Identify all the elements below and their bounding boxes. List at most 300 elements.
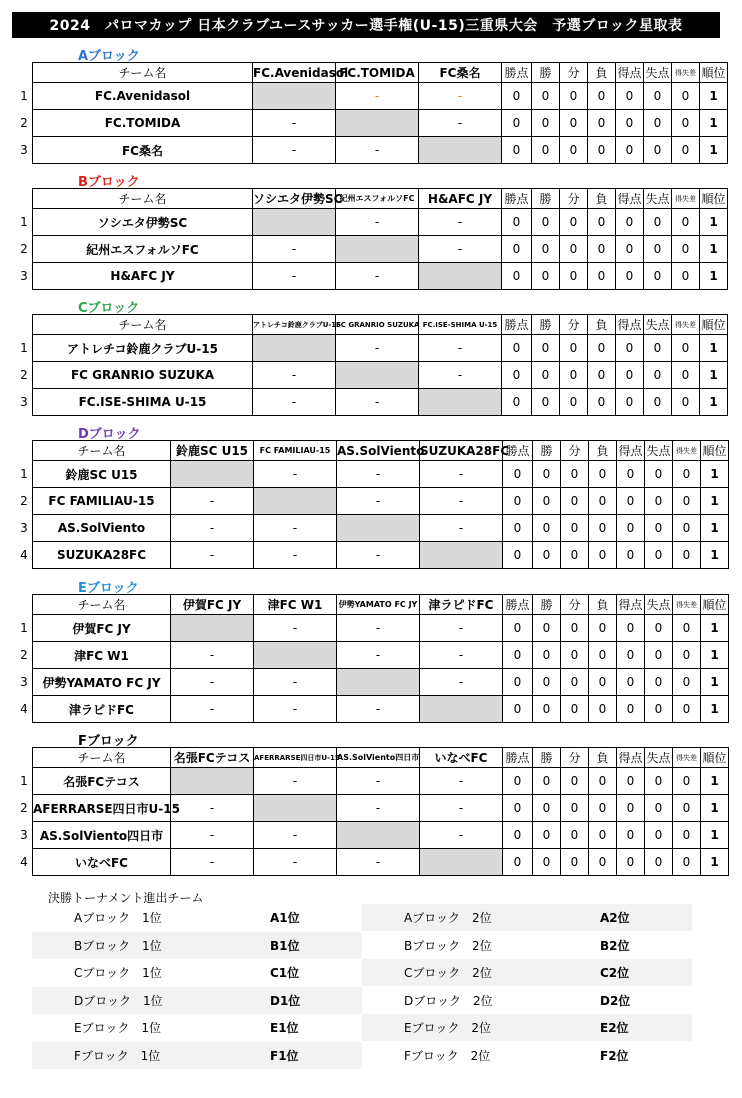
block-heading-f: Fブロック	[78, 734, 139, 749]
table-header-row	[33, 63, 728, 83]
rank-cell: 1	[701, 461, 729, 488]
match-result-cell: -	[254, 542, 337, 569]
self-match-cell	[420, 542, 503, 569]
table-row	[33, 83, 728, 110]
stat-cell: 0	[616, 335, 644, 362]
stat-cell: 0	[560, 389, 588, 416]
rank-cell: 1	[701, 615, 729, 642]
stat-cell: 0	[645, 515, 673, 542]
stat-cell: 0	[561, 542, 589, 569]
match-result-cell: -	[419, 362, 502, 389]
stat-header: 勝点	[502, 315, 532, 335]
match-result-cell: -	[419, 110, 502, 137]
stat-cell: 0	[589, 795, 617, 822]
rank-cell: 1	[700, 137, 728, 164]
stat-cell: 0	[502, 362, 532, 389]
finals-value: D2位	[600, 993, 631, 1008]
stat-cell: 0	[502, 110, 532, 137]
stat-cell: 0	[644, 209, 672, 236]
rank-cell: 1	[701, 542, 729, 569]
stat-cell: 0	[617, 768, 645, 795]
stat-cell: 0	[645, 849, 673, 876]
stat-cell: 0	[502, 389, 532, 416]
stat-cell: 0	[502, 335, 532, 362]
rank-cell: 1	[701, 822, 729, 849]
stat-cell: 0	[588, 209, 616, 236]
match-result-cell: -	[254, 669, 337, 696]
stat-header: 得点	[617, 595, 645, 615]
rank-cell: 1	[700, 362, 728, 389]
table-row	[33, 642, 729, 669]
match-result-cell: -	[420, 822, 503, 849]
team-name-header: チーム名	[33, 441, 171, 461]
finals-row	[32, 959, 692, 986]
opponent-header: AS.SolViento	[337, 441, 420, 461]
stat-header: 分	[561, 595, 589, 615]
stat-cell: 0	[503, 461, 533, 488]
rank-cell: 1	[701, 488, 729, 515]
match-result-cell: -	[337, 461, 420, 488]
finals-label: Aブロック 2位	[362, 904, 512, 931]
stat-cell: 0	[672, 335, 700, 362]
stat-header: 失点	[645, 595, 673, 615]
stat-cell: 0	[645, 542, 673, 569]
match-result-cell: -	[253, 110, 336, 137]
team-name-cell: AFERRARSE四日市U-15	[33, 795, 171, 822]
stat-cell: 0	[645, 795, 673, 822]
finals-value: A2位	[512, 904, 692, 931]
finals-value: B2位	[600, 938, 630, 953]
finals-row	[32, 1042, 692, 1069]
stat-header: 勝点	[502, 63, 532, 83]
stat-cell: 0	[533, 515, 561, 542]
stat-cell: 0	[617, 669, 645, 696]
opponent-header: AS.SolViento四日市	[337, 748, 420, 768]
self-match-cell	[254, 795, 337, 822]
block-table-a	[32, 62, 728, 164]
rank-cell: 1	[700, 83, 728, 110]
stat-cell: 0	[561, 795, 589, 822]
stat-cell: 0	[560, 83, 588, 110]
opponent-header: いなべFC	[420, 748, 503, 768]
stat-header: 勝点	[503, 441, 533, 461]
opponent-header: アトレチコ鈴鹿クラブU-15	[253, 315, 336, 335]
match-result-cell: -	[171, 822, 254, 849]
match-result-cell: -	[171, 542, 254, 569]
finals-label: Aブロック 1位	[74, 911, 162, 925]
stat-header: 得失差	[673, 595, 701, 615]
stat-cell: 0	[560, 209, 588, 236]
stat-cell: 0	[672, 362, 700, 389]
opponent-header: FC.ISE-SHIMA U-15	[419, 315, 502, 335]
stat-cell: 0	[588, 236, 616, 263]
row-number: 4	[20, 855, 28, 869]
team-name-cell: FC FAMILIAU-15	[33, 488, 171, 515]
stat-cell: 0	[532, 110, 560, 137]
stat-header: 勝	[533, 595, 561, 615]
row-number: 3	[20, 828, 28, 842]
opponent-header: FC桑名	[419, 63, 502, 83]
stat-cell: 0	[532, 209, 560, 236]
stat-cell: 0	[644, 110, 672, 137]
stat-header: 順位	[700, 189, 728, 209]
table-row	[33, 263, 728, 290]
stat-cell: 0	[533, 822, 561, 849]
stat-cell: 0	[589, 461, 617, 488]
self-match-cell	[337, 515, 420, 542]
stat-cell: 0	[502, 137, 532, 164]
stat-header: 勝点	[503, 748, 533, 768]
stat-cell: 0	[533, 488, 561, 515]
opponent-header: 鈴鹿SC U15	[171, 441, 254, 461]
stat-header: 順位	[700, 63, 728, 83]
self-match-cell	[337, 669, 420, 696]
stat-cell: 0	[533, 669, 561, 696]
stat-cell: 0	[561, 488, 589, 515]
stat-cell: 0	[644, 263, 672, 290]
opponent-header: ソシエタ伊勢SC	[253, 189, 336, 209]
team-name-header: チーム名	[33, 63, 253, 83]
table-row	[33, 515, 729, 542]
self-match-cell	[419, 263, 502, 290]
stat-cell: 0	[589, 768, 617, 795]
stat-header: 失点	[644, 189, 672, 209]
stat-cell: 0	[672, 209, 700, 236]
stat-cell: 0	[616, 137, 644, 164]
stat-header: 得点	[617, 748, 645, 768]
stat-header: 失点	[644, 315, 672, 335]
team-name-cell: FC.TOMIDA	[33, 110, 253, 137]
stat-header: 失点	[645, 441, 673, 461]
stat-cell: 0	[645, 768, 673, 795]
stat-cell: 0	[532, 335, 560, 362]
finals-label: Fブロック 2位	[404, 1048, 491, 1063]
stat-cell: 0	[503, 642, 533, 669]
stat-cell: 0	[588, 362, 616, 389]
match-result-cell: -	[254, 822, 337, 849]
opponent-header: FC GRANRIO SUZUKA	[336, 315, 419, 335]
table-row	[33, 461, 729, 488]
stat-header: 勝点	[502, 189, 532, 209]
stat-cell: 0	[533, 615, 561, 642]
rank-cell: 1	[700, 236, 728, 263]
team-name-header: チーム名	[33, 748, 171, 768]
stat-cell: 0	[617, 822, 645, 849]
rank-cell: 1	[701, 696, 729, 723]
stat-cell: 0	[560, 110, 588, 137]
stat-cell: 0	[673, 795, 701, 822]
stat-cell: 0	[645, 615, 673, 642]
row-number: 1	[20, 89, 28, 103]
self-match-cell	[253, 209, 336, 236]
opponent-header: FC.Avenidasol	[253, 63, 336, 83]
stat-cell: 0	[645, 461, 673, 488]
stat-cell: 0	[672, 110, 700, 137]
table-header-row	[33, 595, 729, 615]
opponent-header: FC FAMILIAU-15	[254, 441, 337, 461]
stat-cell: 0	[502, 209, 532, 236]
stat-cell: 0	[588, 389, 616, 416]
self-match-cell	[337, 822, 420, 849]
stat-header: 負	[589, 595, 617, 615]
stat-cell: 0	[616, 110, 644, 137]
stat-cell: 0	[533, 768, 561, 795]
stat-cell: 0	[616, 83, 644, 110]
block-heading-a: Aブロック	[78, 49, 140, 64]
stat-cell: 0	[533, 642, 561, 669]
finals-row	[32, 932, 692, 959]
finals-value: C2位	[512, 959, 692, 986]
stat-cell: 0	[503, 669, 533, 696]
match-result-cell: -	[420, 461, 503, 488]
stat-header: 負	[588, 315, 616, 335]
stat-cell: 0	[560, 236, 588, 263]
stat-cell: 0	[589, 515, 617, 542]
stat-cell: 0	[503, 615, 533, 642]
stat-cell: 0	[503, 542, 533, 569]
stat-cell: 0	[617, 642, 645, 669]
finals-row	[32, 904, 692, 931]
stat-cell: 0	[673, 696, 701, 723]
opponent-header: 名張FCテコス	[171, 748, 254, 768]
self-match-cell	[420, 696, 503, 723]
opponent-header: H&AFC JY	[419, 189, 502, 209]
row-number: 3	[20, 521, 28, 535]
stat-cell: 0	[644, 335, 672, 362]
stat-header: 得失差	[672, 189, 700, 209]
stat-cell: 0	[502, 83, 532, 110]
stat-cell: 0	[502, 236, 532, 263]
stat-cell: 0	[616, 209, 644, 236]
finals-label: Eブロック 2位	[362, 1014, 512, 1041]
self-match-cell	[336, 236, 419, 263]
stat-cell: 0	[561, 768, 589, 795]
block-table-b	[32, 188, 728, 290]
stat-header: 勝点	[503, 595, 533, 615]
block-table-c	[32, 314, 728, 416]
stat-header: 得点	[616, 189, 644, 209]
self-match-cell	[254, 488, 337, 515]
stat-cell: 0	[644, 389, 672, 416]
stat-cell: 0	[561, 696, 589, 723]
rank-cell: 1	[701, 515, 729, 542]
stat-cell: 0	[503, 822, 533, 849]
row-number: 2	[20, 648, 28, 662]
team-name-cell: AS.SolViento	[33, 515, 171, 542]
match-result-cell: -	[337, 642, 420, 669]
stat-cell: 0	[561, 642, 589, 669]
stat-cell: 0	[561, 515, 589, 542]
table-row	[33, 542, 729, 569]
row-number: 1	[20, 467, 28, 481]
opponent-header: SUZUKA28FC	[420, 441, 503, 461]
match-result-cell: -	[336, 263, 419, 290]
stat-header: 得失差	[673, 748, 701, 768]
stat-cell: 0	[673, 542, 701, 569]
stat-cell: 0	[533, 696, 561, 723]
stat-cell: 0	[503, 696, 533, 723]
stat-cell: 0	[503, 768, 533, 795]
stat-header: 負	[588, 63, 616, 83]
finals-label: Dブロック 1位	[32, 987, 182, 1014]
self-match-cell	[254, 642, 337, 669]
row-number: 1	[20, 774, 28, 788]
match-result-cell: -	[254, 615, 337, 642]
stat-header: 勝	[533, 748, 561, 768]
rank-cell: 1	[701, 669, 729, 696]
team-name-cell: FC桑名	[33, 137, 253, 164]
match-result-cell: -	[253, 137, 336, 164]
stat-cell: 0	[503, 795, 533, 822]
stat-cell: 0	[503, 488, 533, 515]
finals-row	[32, 987, 692, 1014]
stat-cell: 0	[672, 83, 700, 110]
stat-header: 分	[561, 748, 589, 768]
stat-cell: 0	[644, 137, 672, 164]
team-name-cell: FC.ISE-SHIMA U-15	[33, 389, 253, 416]
stat-header: 順位	[701, 441, 729, 461]
stat-cell: 0	[616, 236, 644, 263]
stat-header: 負	[588, 189, 616, 209]
self-match-cell	[171, 461, 254, 488]
stat-cell: 0	[532, 83, 560, 110]
match-result-cell: -	[171, 515, 254, 542]
stat-cell: 0	[533, 849, 561, 876]
finals-label: Cブロック 2位	[362, 959, 512, 986]
row-number: 3	[20, 675, 28, 689]
row-number: 3	[20, 395, 28, 409]
stat-cell: 0	[588, 335, 616, 362]
stat-cell: 0	[532, 389, 560, 416]
stat-cell: 0	[561, 615, 589, 642]
team-name-cell: 伊賀FC JY	[33, 615, 171, 642]
stat-cell: 0	[588, 263, 616, 290]
stat-cell: 0	[672, 389, 700, 416]
row-number: 1	[20, 215, 28, 229]
stat-cell: 0	[589, 822, 617, 849]
self-match-cell	[336, 362, 419, 389]
rank-cell: 1	[700, 389, 728, 416]
row-number: 2	[20, 801, 28, 815]
stat-cell: 0	[533, 542, 561, 569]
table-row	[33, 137, 728, 164]
stat-cell: 0	[644, 236, 672, 263]
stat-header: 失点	[644, 63, 672, 83]
team-name-cell: 伊勢YAMATO FC JY	[33, 669, 171, 696]
finals-value: E1位	[270, 1021, 299, 1035]
stat-cell: 0	[589, 615, 617, 642]
self-match-cell	[420, 849, 503, 876]
stat-cell: 0	[617, 461, 645, 488]
match-result-cell: -	[254, 696, 337, 723]
stat-cell: 0	[589, 669, 617, 696]
match-result-cell: -	[419, 209, 502, 236]
stat-cell: 0	[503, 849, 533, 876]
opponent-header: 津FC W1	[254, 595, 337, 615]
stat-cell: 0	[616, 362, 644, 389]
stat-cell: 0	[588, 137, 616, 164]
stat-cell: 0	[672, 263, 700, 290]
finals-value: A1位	[270, 911, 300, 925]
table-header-row	[33, 441, 729, 461]
rank-cell: 1	[701, 642, 729, 669]
stat-header: 分	[560, 189, 588, 209]
match-result-cell: -	[420, 768, 503, 795]
team-name-cell: H&AFC JY	[33, 263, 253, 290]
stat-header: 勝	[532, 63, 560, 83]
team-name-cell: FC GRANRIO SUZUKA	[33, 362, 253, 389]
match-result-cell: -	[171, 696, 254, 723]
rank-cell: 1	[700, 209, 728, 236]
finals-value: F2位	[600, 1048, 629, 1063]
team-name-cell: ソシエタ伊勢SC	[33, 209, 253, 236]
self-match-cell	[253, 335, 336, 362]
stat-header: 順位	[700, 315, 728, 335]
stat-cell: 0	[561, 849, 589, 876]
match-result-cell: -	[171, 642, 254, 669]
stat-cell: 0	[673, 669, 701, 696]
team-name-header: チーム名	[33, 315, 253, 335]
stat-cell: 0	[588, 110, 616, 137]
finals-label: Bブロック 1位	[32, 932, 182, 959]
table-header-row	[33, 189, 728, 209]
stat-cell: 0	[589, 696, 617, 723]
stat-cell: 0	[561, 669, 589, 696]
match-result-cell: -	[336, 389, 419, 416]
self-match-cell	[336, 110, 419, 137]
finals-value: D1位	[182, 987, 362, 1014]
finals-row	[32, 1014, 692, 1041]
page-title: 2024 パロマカップ 日本クラブユースサッカー選手権(U-15)三重県大会 予選ブロック星取表	[12, 12, 720, 38]
stat-cell: 0	[644, 362, 672, 389]
stat-header: 順位	[701, 748, 729, 768]
match-result-cell: -	[253, 389, 336, 416]
stat-header: 勝	[533, 441, 561, 461]
match-result-cell: -	[254, 768, 337, 795]
match-result-cell: -	[254, 849, 337, 876]
stat-cell: 0	[617, 542, 645, 569]
match-result-cell: -	[336, 209, 419, 236]
finals-value: C1位	[270, 966, 300, 980]
table-row	[33, 822, 729, 849]
stat-cell: 0	[533, 461, 561, 488]
stat-cell: 0	[673, 642, 701, 669]
block-heading-b: Bブロック	[78, 175, 140, 190]
stat-cell: 0	[617, 515, 645, 542]
stat-cell: 0	[560, 362, 588, 389]
stat-cell: 0	[673, 615, 701, 642]
stat-cell: 0	[617, 615, 645, 642]
team-name-cell: 津ラピドFC	[33, 696, 171, 723]
stat-cell: 0	[560, 263, 588, 290]
stat-cell: 0	[645, 488, 673, 515]
stat-cell: 0	[502, 263, 532, 290]
match-result-cell: -	[253, 236, 336, 263]
stat-header: 得点	[617, 441, 645, 461]
stat-header: 勝	[532, 189, 560, 209]
stat-header: 分	[560, 63, 588, 83]
table-row	[33, 849, 729, 876]
stat-cell: 0	[589, 488, 617, 515]
match-result-cell: -	[337, 615, 420, 642]
team-name-cell: 津FC W1	[33, 642, 171, 669]
row-number: 1	[20, 341, 28, 355]
table-row	[33, 209, 728, 236]
row-number: 2	[20, 242, 28, 256]
row-number: 3	[20, 269, 28, 283]
stat-header: 負	[589, 748, 617, 768]
self-match-cell	[419, 137, 502, 164]
